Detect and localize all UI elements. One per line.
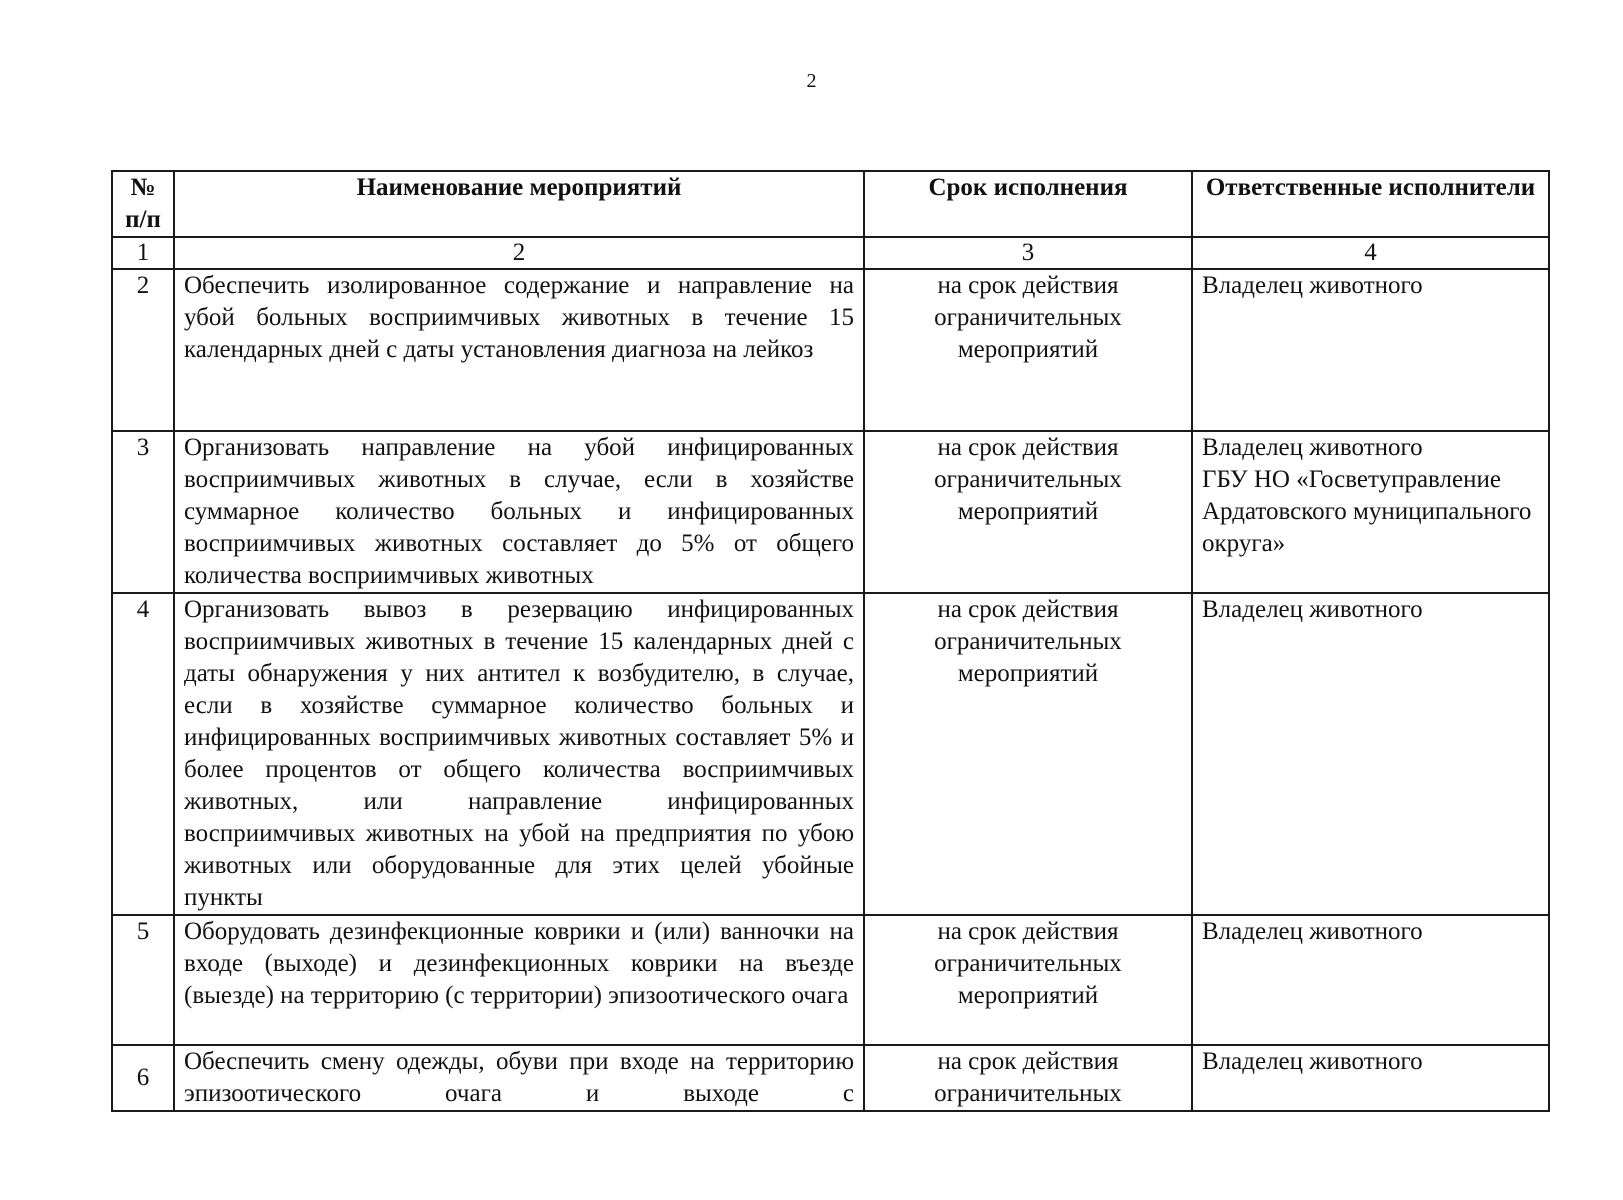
column-number: 4 xyxy=(1192,237,1549,269)
row-number: 5 xyxy=(112,915,174,1045)
table-row xyxy=(112,593,1549,915)
responsible-item: Владелец животного xyxy=(1202,272,1423,299)
header-number: № п/п xyxy=(112,171,174,237)
responsible xyxy=(1192,269,1549,431)
responsible-item: Владелец животного xyxy=(1202,918,1423,945)
row-number: 6 xyxy=(112,1045,174,1111)
header-responsible: Ответственные исполнители xyxy=(1192,171,1549,237)
header-measure-name: Наименование мероприятий xyxy=(174,171,864,237)
header-deadline: Срок исполнения xyxy=(864,171,1192,237)
table-row xyxy=(112,269,1549,431)
page-number: 2 xyxy=(806,70,817,92)
responsible-item: Владелец животного xyxy=(1202,596,1423,623)
table-row xyxy=(112,1045,1549,1111)
measure-name: Организовать вывоз в резервацию инфицированных восприимчивых животных в течение 15 календарных дней с даты обнаружения у них антител к возбудителю, в случае, если в хозяйстве суммарное количество больных и инфицированных восприимчивых животных составляет 5% и более процентов от общего количества восприимчивых животных, или направление инфицированных восприимчивых животных на убой на предприятия по убою животных или оборудованные для этих целей убойные пункты xyxy=(174,593,864,915)
column-number: 3 xyxy=(864,237,1192,269)
responsible xyxy=(1192,915,1549,1045)
column-number: 2 xyxy=(174,237,864,269)
measure-name: Обеспечить изолированное содержание и направление на убой больных восприимчивых животных в течение 15 календарных дней с даты установления диагноза на лейкоз xyxy=(174,269,864,431)
table-row xyxy=(112,915,1549,1045)
measure-name: Обеспечить смену одежды, обуви при входе на территорию эпизоотического очага и выходе с xyxy=(174,1045,864,1111)
table-row xyxy=(112,431,1549,593)
table-header-row xyxy=(112,171,1549,237)
measures-table xyxy=(111,170,1550,1112)
deadline: на срок действия ограничительных мероприятий xyxy=(864,269,1192,431)
responsible-item: ГБУ НО «Госветуправление Ардатовского муниципального округа» xyxy=(1202,466,1532,557)
deadline: на срок действия ограничительных мероприятий xyxy=(864,593,1192,915)
measure-name: Организовать направление на убой инфицированных восприимчивых животных в случае, если в хозяйстве суммарное количество больных и инфицированных восприимчивых животных составляет до 5% от общего количества восприимчивых животных xyxy=(174,431,864,593)
responsible-item: Владелец животного xyxy=(1202,434,1423,461)
row-number: 2 xyxy=(112,269,174,431)
responsible xyxy=(1192,431,1549,593)
column-number: 1 xyxy=(112,237,174,269)
row-number: 4 xyxy=(112,593,174,915)
responsible-item: Владелец животного xyxy=(1202,1048,1423,1075)
responsible xyxy=(1192,1045,1549,1111)
column-number-row xyxy=(112,237,1549,269)
deadline: на срок действия ограничительных мероприятий xyxy=(864,431,1192,593)
deadline: на срок действия ограничительных xyxy=(864,1045,1192,1111)
measure-name: Оборудовать дезинфекционные коврики и (или) ванночки на входе (выходе) и дезинфекционных коврики на въезде (выезде) на территорию (с территории) эпизоотического очага xyxy=(174,915,864,1045)
row-number: 3 xyxy=(112,431,174,593)
deadline: на срок действия ограничительных мероприятий xyxy=(864,915,1192,1045)
responsible xyxy=(1192,593,1549,915)
